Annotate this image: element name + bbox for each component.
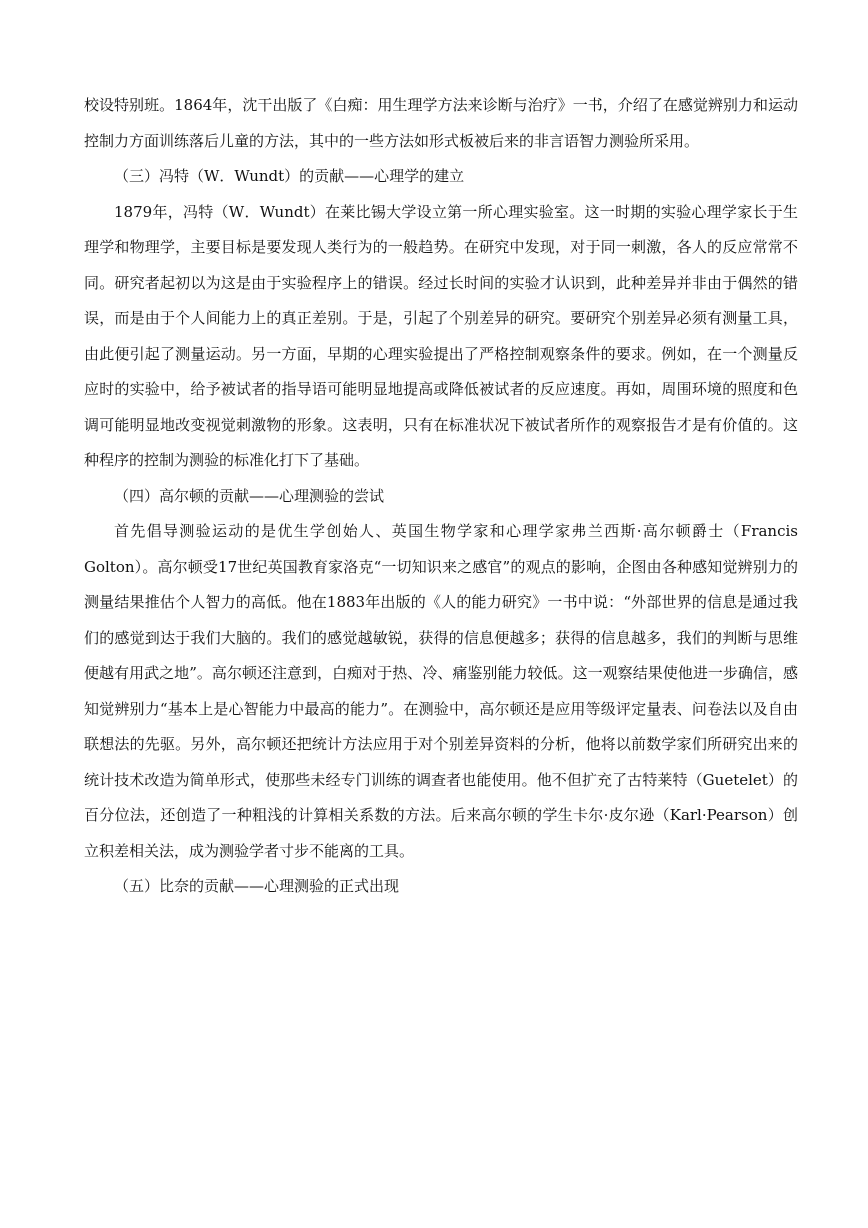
document-body xyxy=(84,88,798,905)
paragraph-galton: 首先倡导测验运动的是优生学创始人、英国生物学家和心理学家弗兰西斯·高尔顿爵士（Francis Golton）。高尔顿受17世纪英国教育家洛克“一切知识来之感官”的观点的影响，企图由各种感知觉辨别力的测量结果推估个人智力的高低。他在1883年出版的《人的能力研究》一书中说：“外部世界的信息是通过我们的感觉到达于我们大脑的。我们的感觉越敏锐，获得的信息便越多；获得的信息越多，我们的判断与思维便越有用武之地”。高尔顿还注意到，白痴对于热、冷、痛鉴别能力较低。这一观察结果使他进一步确信，感知觉辨别力“基本上是心智能力中最高的能力”。在测验中，高尔顿还是应用等级评定量表、问卷法以及自由联想法的先驱。另外，高尔顿还把统计方法应用于对个别差异资料的分析，他将以前数学家们所研究出来的统计技术改造为简单形式，使那些未经专门训练的调查者也能使用。他不但扩充了古特莱特（Guetelet）的百分位法，还创造了一种粗浅的计算相关系数的方法。后来高尔顿的学生卡尔·皮尔逊（Karl·Pearson）创立积差相关法，成为测验学者寸步不能离的工具。 xyxy=(84,522,798,860)
paragraph-sequin-continued: 校设特别班。1864年，沈干出版了《白痴：用生理学方法来诊断与治疗》一书，介绍了在感觉辨别力和运动控制力方面训练落后儿童的方法，其中的一些方法如形式板被后来的非言语智力测验所采用。 xyxy=(84,96,798,150)
section-heading-galton: （四）高尔顿的贡献——心理测验的尝试 xyxy=(114,486,385,505)
section-heading-binet: （五）比奈的贡献——心理测验的正式出现 xyxy=(114,877,400,895)
paragraph-wundt: 1879年，冯特（W．Wundt）在莱比锡大学设立第一所心理实验室。这一时期的实验心理学家长于生理学和物理学，主要目标是要发现人类行为的一般趋势。在研究中发现，对于同一刺激，各人的反应常常不同。研究者起初以为这是由于实验程序上的错误。经过长时间的实验才认识到，此种差异并非由于偶然的错误，而是由于个人间能力上的真正差别。于是，引起了个别差异的研究。要研究个别差异必须有测量工具，由此便引起了测量运动。另一方面，早期的心理实验提出了严格控制观察条件的要求。例如，在一个测量反应时的实验中，给予被试者的指导语可能明显地提高或降低被试者的反应速度。再如，周围环境的照度和色调可能明显地改变视觉刺激物的形象。这表明，只有在标准状况下被试者所作的观察报告才是有价值的。这种程序的控制为测验的标准化打下了基础。 xyxy=(84,202,798,469)
section-heading-wundt: （三）冯特（W．Wundt）的贡献——心理学的建立 xyxy=(114,167,465,185)
